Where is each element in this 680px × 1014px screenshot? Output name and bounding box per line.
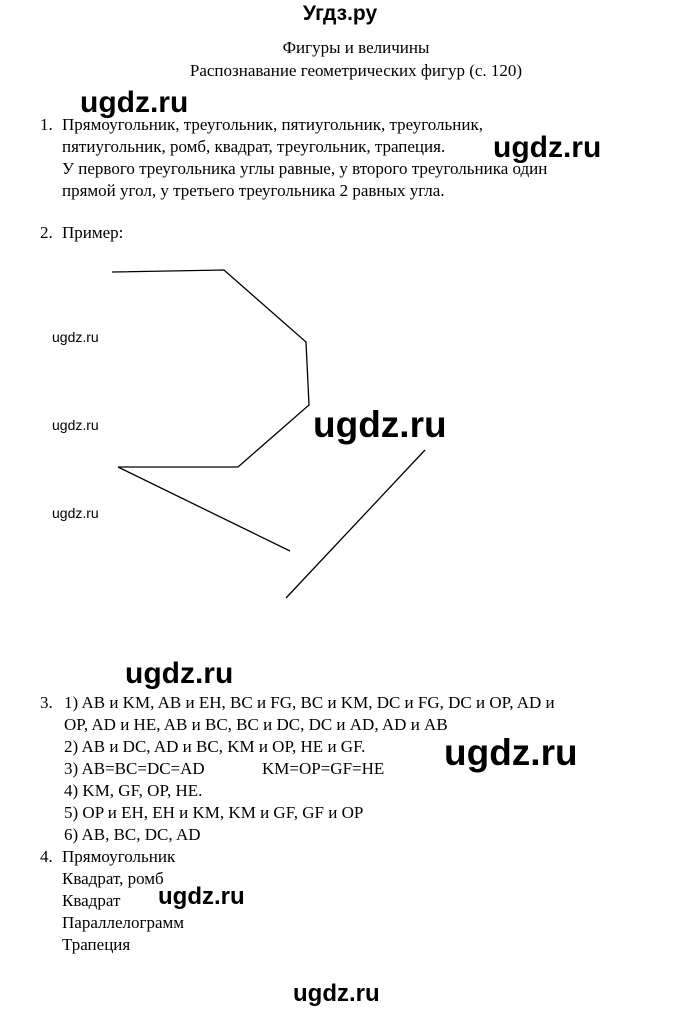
pentagon-polyline: [112, 270, 309, 467]
task-3-line-part: KM=OP=GF=HE: [262, 759, 385, 778]
watermark-logo: ugdz.ru: [125, 657, 234, 690]
watermark-logo: ugdz.ru: [52, 329, 99, 345]
section-subtitle: Распознавание геометрических фигур (с. 120): [189, 61, 523, 80]
task-2-number: 2.: [40, 223, 53, 242]
watermark-logo: ugdz.ru: [444, 732, 578, 773]
task-3-number: 3.: [40, 693, 53, 712]
task-3-line: 6) AB, BC, DC, AD: [64, 825, 201, 844]
task-1-line: У первого треугольника углы равные, у второго треугольника один: [62, 159, 548, 178]
section-title: Фигуры и величины: [282, 38, 430, 57]
watermark-logo: ugdz.ru: [493, 131, 602, 164]
watermark-logo: ugdz.ru: [80, 86, 189, 119]
task-4-line: Квадрат: [62, 891, 121, 910]
task-1-line: Прямоугольник, треугольник, пятиугольник, треугольник,: [62, 115, 483, 134]
watermark-logo: ugdz.ru: [313, 404, 447, 445]
task-2-label: Пример:: [62, 223, 124, 242]
task-4-line: Трапеция: [62, 935, 131, 954]
watermark-logo: ugdz.ru: [158, 883, 245, 910]
task-1-number: 1.: [40, 115, 53, 134]
task-4-number: 4.: [40, 847, 53, 866]
watermark-logo: ugdz.ru: [52, 417, 99, 433]
task-3-line: 5) OP и EH, EH и KM, KM и GF, GF и OP: [64, 803, 364, 822]
diagonal-line-1: [118, 467, 290, 551]
watermark-logo: ugdz.ru: [52, 505, 99, 521]
task-3-line-part: 3) AB=BC=DC=AD: [64, 759, 205, 778]
task-3-line: 1) AB и KM, AB и EH, BC и FG, BC и KM, DC и FG, DC и OP, AD и: [64, 693, 555, 712]
task-3-line: 2) AB и DC, AD и BC, KM и OP, HE и GF.: [64, 737, 366, 756]
task-3-line: 4) KM, GF, OP, HE.: [64, 781, 203, 800]
task-1-line: прямой угол, у третьего треугольника 2 равных угла.: [62, 181, 445, 200]
site-title: Угдз.ру: [302, 2, 378, 25]
diagonal-line-2: [286, 450, 425, 598]
task-4-line: Параллелограмм: [62, 913, 185, 932]
watermark-logo: ugdz.ru: [293, 980, 380, 1007]
task-4-line: Прямоугольник: [62, 847, 176, 866]
task-3-line: OP, AD и HE, AB и BC, BC и DC, DC и AD, AD и AB: [64, 715, 448, 734]
task-4-line: Квадрат, ромб: [62, 869, 164, 888]
task-1-line: пятиугольник, ромб, квадрат, треугольник, трапеция.: [62, 137, 446, 156]
